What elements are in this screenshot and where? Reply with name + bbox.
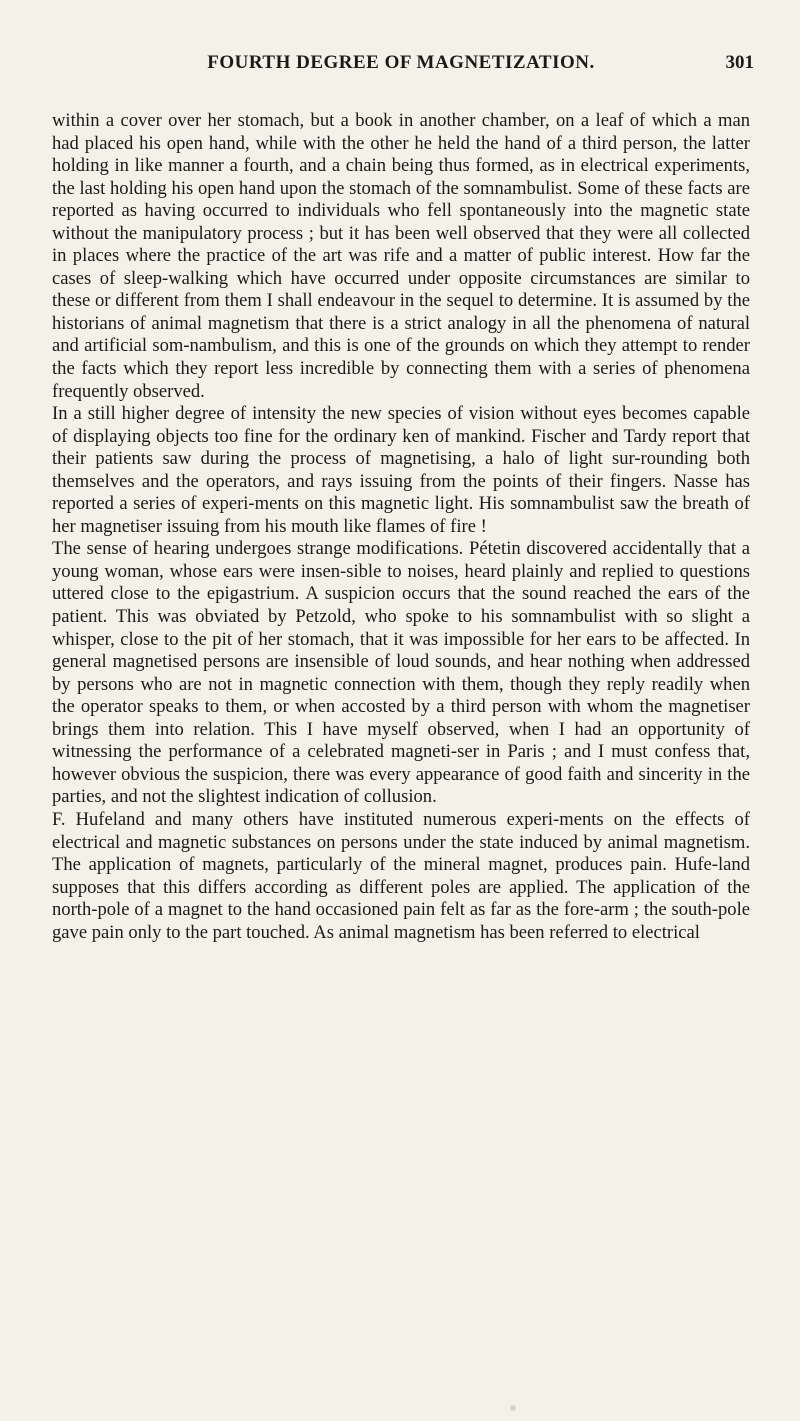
paragraph-hearing: The sense of hearing undergoes strange modifications. Pétetin discovered accidentally that a young woman, whose ears were insen-sible to noises, heard plainly and replied to questions uttered close to the epigastrium. A suspicion occurs that the sound reached the ears of the patient. This was obviated by Petzold, who spoke to his somnambulist with so slight a whisper, close to the pit of her stomach, that it was impossible for her ears to be affected. In general magnetised persons are insensible of loud sounds, and hear nothing when addressed by persons who are not in magnetic connection with them, though they reply readily when the operator speaks to them, or when accosted by a third person with whom the magnetiser brings them into relation. This I have myself observed, when I had an opportunity of witnessing the performance of a celebrated magneti-ser in Paris ; and I must confess that, however obvious the suspicion, there was every appearance of good faith and sincerity in the parties, and not the slightest indication of collusion. [52,538,750,808]
running-title: FOURTH DEGREE OF MAGNETIZATION. [207,52,595,73]
paragraph-vision: In a still higher degree of intensity the new species of vision without eyes becomes capable of displaying objects too fine for the ordinary ken of mankind. Fischer and Tardy report that their patients saw during the process of magnetising, a halo of light sur-rounding both themselves and the operators, and rays issuing from the points of their fingers. Nasse has reported a series of experi-ments on this magnetic light. His somnambulist saw the breath of her magnetiser issuing from his mouth like flames of fire ! [52,403,750,537]
page-number: 301 [725,52,754,73]
book-page [52,52,754,1392]
running-head [52,52,754,82]
paragraph-magnets: F. Hufeland and many others have instituted numerous experi-ments on the effects of electrical and magnetic substances on persons under the state induced by animal magnetism. The application of magnets, particularly of the mineral magnet, produces pain. Hufe-land supposes that this differs according as different poles are applied. The application of the north-pole of a magnet to the hand occasioned pain felt as far as the fore-arm ; the south-pole gave pain only to the part touched. As animal magnetism has been referred to electrical [52,808,750,943]
ink-speck [510,1405,516,1411]
body-text [52,110,750,944]
paragraph-continued: within a cover over her stomach, but a book in another chamber, on a leaf of which a man had placed his open hand, while with the other he held the hand of a third person, the latter holding in like manner a fourth, and a chain being thus formed, as in electrical experiments, the last holding his open hand upon the stomach of the somnambulist. Some of these facts are reported as having occurred to individuals who fell spontaneously into the magnetic state without the manipulatory process ; but it has been well observed that they were all collected in places where the practice of the art was rife and a matter of public interest. How far the cases of sleep-walking which have occurred under opposite circumstances are similar to these or different from them I shall endeavour in the sequel to determine. It is assumed by the historians of animal magnetism that there is a strict analogy in all the phenomena of natural and artificial som-nambulism, and this is one of the grounds on which they attempt to render the facts which they report less incredible by connecting them with a series of phenomena frequently observed. [52,110,750,402]
